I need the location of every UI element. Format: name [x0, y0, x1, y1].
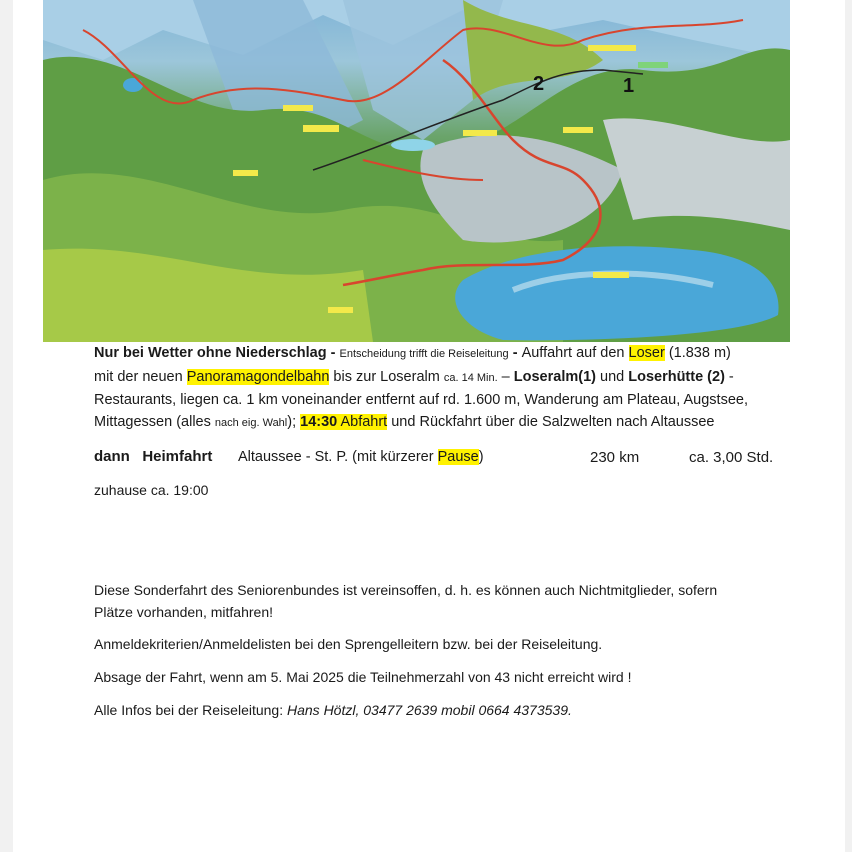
- text: ): [478, 449, 484, 465]
- text: Altaussee - St. P. (mit kürzerer: [238, 449, 438, 465]
- loseralm-label: Loseralm(1): [513, 369, 596, 385]
- itinerary-line-4: [94, 411, 714, 436]
- text: Auffahrt auf den: [521, 345, 629, 361]
- loserhuette-label: Loserhütte (2): [628, 369, 725, 385]
- return-duration: ca. 3,00 Std.: [689, 449, 774, 466]
- panorama-trail-map: [43, 0, 790, 342]
- return-trip-label: dann Heimfahrt: [94, 448, 213, 465]
- text: );: [287, 414, 301, 430]
- map-marker-1: 1: [623, 75, 635, 97]
- text: –: [497, 369, 514, 385]
- arrival-time: zuhause ca. 19:00: [94, 482, 209, 498]
- itinerary-line-3: [94, 389, 748, 413]
- info-open-trip-line-1: Diese Sonderfahrt des Seniorenbundes ist vereinsoffen, d. h. es können auch Nichtmitglieder, sofern: [94, 582, 718, 598]
- text: (1.838 m): [664, 345, 731, 361]
- gondola-duration: ca. 14 Min.: [443, 372, 498, 384]
- info-open-trip-line-2: Plätze vorhanden, mitfahren!: [94, 604, 273, 620]
- info-registration: Anmeldekriterien/Anmeldelisten bei den Sprengelleitern bzw. bei der Reiseleitung.: [94, 636, 603, 652]
- text: liegen ca. 1 km voneinander entfernt auf rd. 1.600 m, Wanderung am Plateau, Augstsee,: [176, 392, 748, 408]
- text: -: [724, 369, 734, 385]
- departure-time: 14:30: [300, 414, 338, 430]
- text: und Rückfahrt über die Salzwelten nach Altaussee: [387, 414, 715, 430]
- contact-label: Alle Infos bei der Reiseleitung:: [94, 702, 287, 718]
- info-contact: [94, 702, 572, 718]
- restaurants-label: Restaurants,: [94, 392, 177, 408]
- text: und: [595, 369, 629, 385]
- gondola-highlight: Panoramagondelbahn: [186, 369, 330, 385]
- info-cancellation: Absage der Fahrt, wenn am 5. Mai 2025 die Teilnehmerzahl von 43 nicht erreicht wird !: [94, 669, 632, 685]
- return-route: [238, 449, 484, 465]
- map-illustration: [43, 0, 790, 342]
- pause-highlight: Pause: [437, 449, 479, 465]
- text: bis zur Loseralm: [329, 369, 444, 385]
- departure-label: Abfahrt: [337, 414, 388, 430]
- decision-note: Entscheidung trifft die Reiseleitung: [339, 348, 509, 360]
- weather-condition: Nur bei Wetter ohne Niederschlag -: [94, 345, 336, 361]
- text: mit der neuen: [94, 369, 187, 385]
- text: Mittagessen (alles: [94, 414, 215, 430]
- itinerary-line-1: [94, 342, 731, 367]
- separator: -: [508, 345, 522, 361]
- loser-highlight: Loser: [628, 345, 665, 361]
- choice-note: nach eig. Wahl: [214, 417, 288, 429]
- return-distance: 230 km: [590, 449, 640, 466]
- contact-details: Hans Hötzl, 03477 2639 mobil 0664 4373539.: [287, 702, 572, 718]
- map-marker-2: 2: [533, 73, 545, 95]
- itinerary-line-2: [94, 366, 734, 391]
